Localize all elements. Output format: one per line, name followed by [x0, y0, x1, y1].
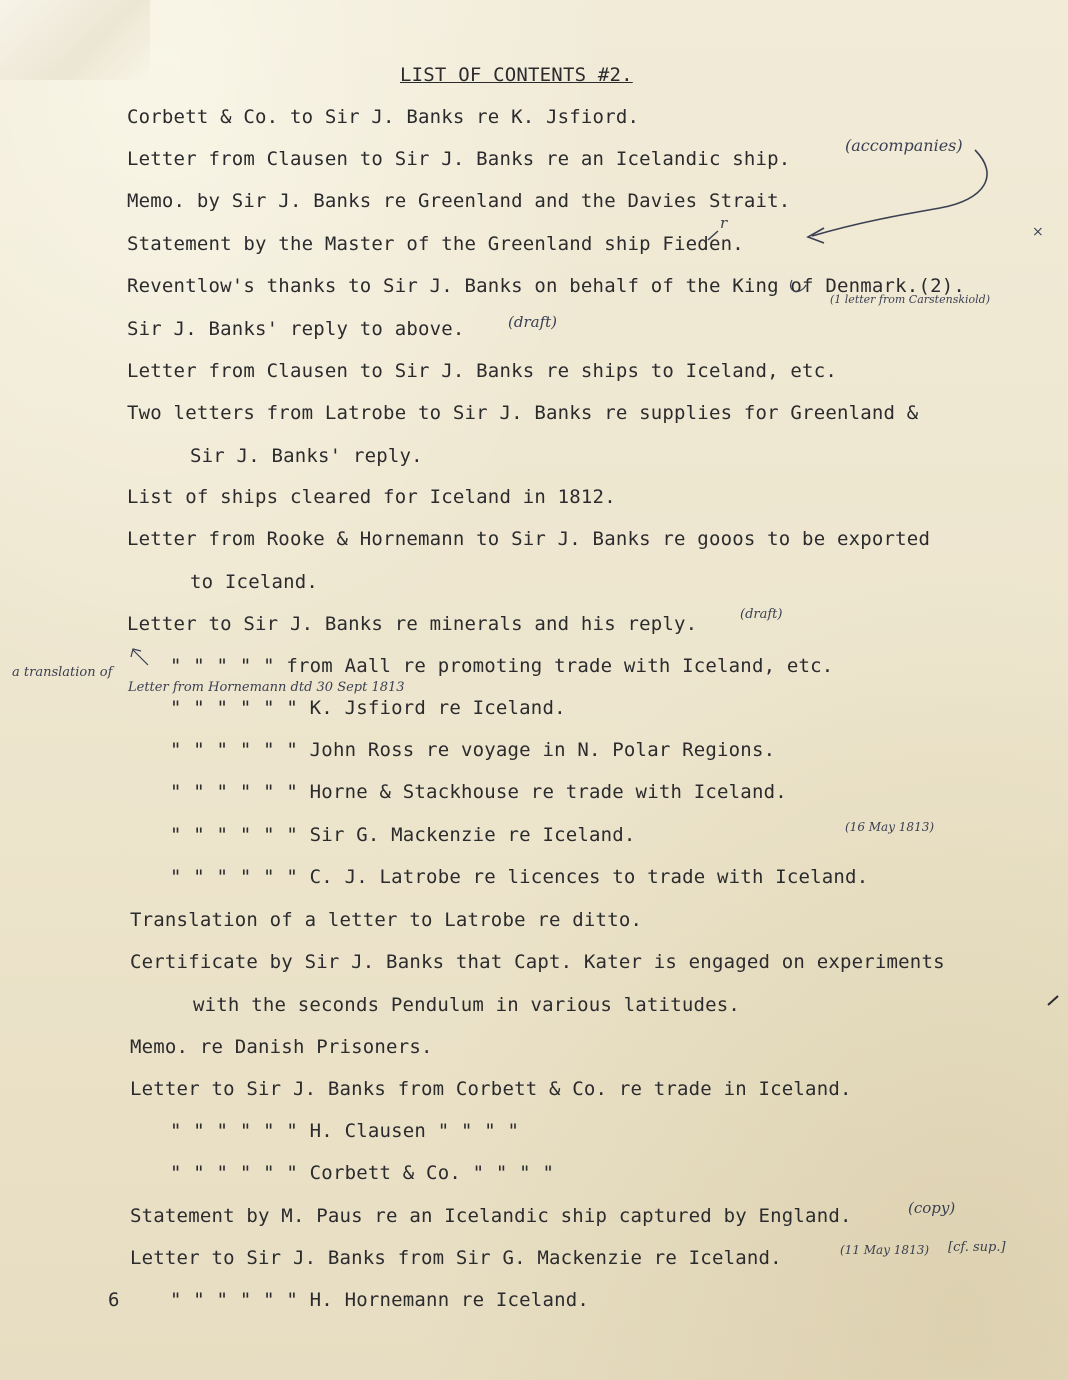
content-line: Certificate by Sir J. Banks that Capt. Kater is engaged on experiments [130, 951, 945, 973]
handwritten-note: (copy) [908, 1199, 956, 1217]
content-line: Letter to Sir J. Banks re minerals and his reply. [127, 613, 698, 635]
content-line: " " " " " " Corbett & Co. " " " " [170, 1162, 555, 1184]
arrow-stroke [133, 650, 148, 665]
tick-stroke [1048, 996, 1058, 1005]
content-line: " " " " " " K. Jsfiord re Iceland. [170, 697, 566, 719]
handwritten-note: (1 letter from Carstenskiold) [830, 293, 990, 306]
handwritten-note: (accompanies) [845, 136, 963, 155]
content-line: Letter from Rooke & Hornemann to Sir J. Banks re gooos to be exported [127, 528, 931, 550]
content-line: Memo. re Danish Prisoners. [130, 1036, 433, 1058]
circle-stroke [791, 280, 806, 291]
content-line: " " " " " " H. Hornemann re Iceland. [170, 1289, 590, 1311]
content-line: Letter from Clausen to Sir J. Banks re ships to Iceland, etc. [127, 360, 837, 382]
content-line: " " " " " " Horne & Stackhouse re trade with Iceland. [170, 781, 787, 803]
content-line: Letter to Sir J. Banks from Corbett & Co. re trade in Iceland. [130, 1078, 852, 1100]
content-line: to Iceland. [190, 571, 319, 593]
content-line: Memo. by Sir J. Banks re Greenland and the Davies Strait. [127, 190, 791, 212]
handwritten-note: (16 May 1813) [845, 820, 935, 834]
handwritten-note: r [720, 214, 728, 232]
handwritten-mark: × [1032, 224, 1044, 240]
handwritten-note: (draft) [508, 313, 557, 331]
arrow-stroke [812, 150, 987, 236]
content-line: List of ships cleared for Iceland in 1812. [127, 486, 616, 508]
content-line: Two letters from Latrobe to Sir J. Banks re supplies for Greenland & [127, 402, 919, 424]
page-number: 6 [108, 1289, 120, 1311]
content-line: Letter from Clausen to Sir J. Banks re an Icelandic ship. [127, 148, 791, 170]
handwritten-note: [cf. sup.] [948, 1240, 1006, 1255]
page-title: LIST OF CONTENTS #2. [400, 64, 633, 86]
content-line: " " " " " " Sir G. Mackenzie re Iceland. [170, 824, 636, 846]
content-line: Statement by the Master of the Greenland ship Fieden. [127, 233, 744, 255]
content-line: Reventlow's thanks to Sir J. Banks on behalf of the King of Denmark.(2). [127, 275, 966, 297]
handwritten-note: Letter from Hornemann dtd 30 Sept 1813 [128, 680, 405, 695]
handwritten-note: (draft) [740, 607, 783, 622]
handwritten-note: a translation of [12, 665, 113, 680]
strike-stroke [708, 231, 718, 240]
content-line: " " " " " " H. Clausen " " " " [170, 1120, 520, 1142]
content-line: with the seconds Pendulum in various latitudes. [193, 994, 741, 1016]
handwritten-note: (11 May 1813) [840, 1243, 930, 1257]
content-line: Translation of a letter to Latrobe re ditto. [130, 909, 643, 931]
content-line: Sir J. Banks' reply to above. [127, 318, 465, 340]
content-line: " " " " " from Aall re promoting trade with Iceland, etc. [170, 655, 834, 677]
content-line: " " " " " " C. J. Latrobe re licences to trade with Iceland. [170, 866, 869, 888]
content-line: " " " " " " John Ross re voyage in N. Polar Regions. [170, 739, 776, 761]
content-line: Sir J. Banks' reply. [190, 445, 423, 467]
content-line: Corbett & Co. to Sir J. Banks re K. Jsfiord. [127, 106, 640, 128]
content-line: Letter to Sir J. Banks from Sir G. Mackenzie re Iceland. [130, 1247, 782, 1269]
content-line: Statement by M. Paus re an Icelandic ship captured by England. [130, 1205, 852, 1227]
